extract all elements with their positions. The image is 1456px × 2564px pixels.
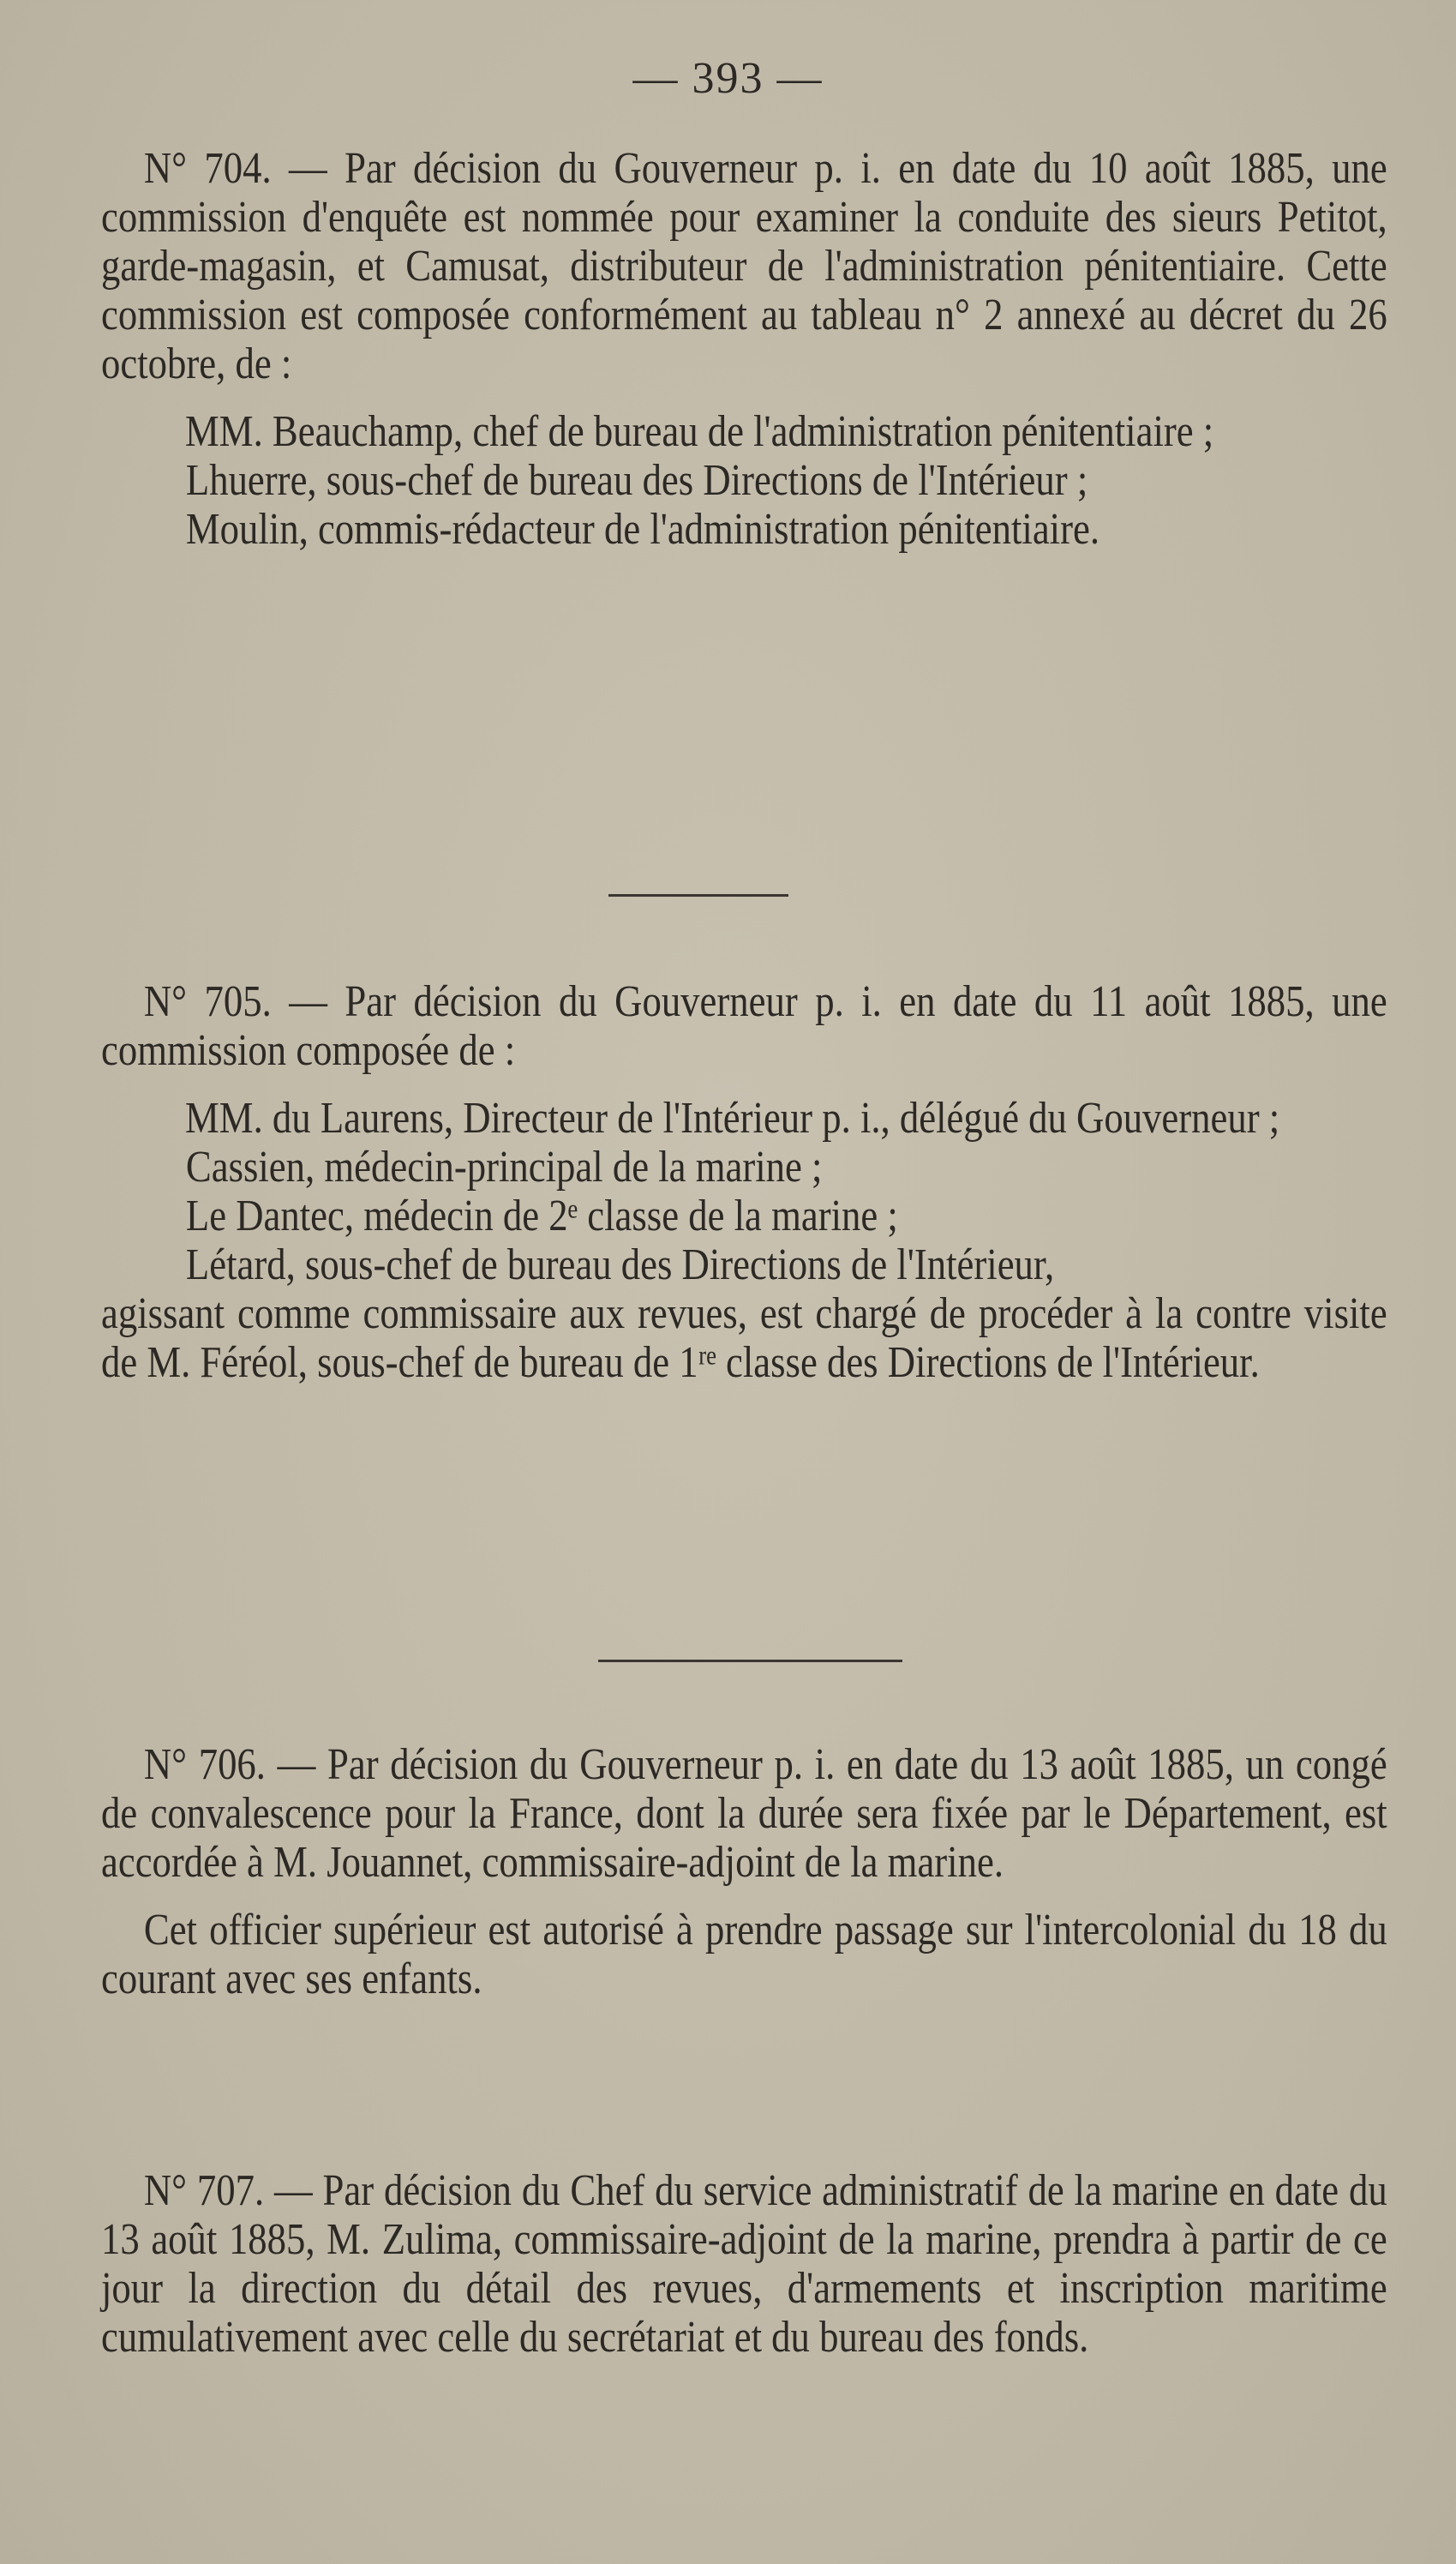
- section-divider: [608, 894, 788, 897]
- member-item: Moulin, commis-rédacteur de l'administration pénitentiaire.: [185, 505, 1100, 554]
- entry-706-second: Cet officier supérieur est autorisé à prendre passage sur l'intercolonial du 18 du courant avec ses enfants.: [101, 1906, 1387, 2003]
- member-item: MM. du Laurens, Directeur de l'Intérieur p. i., délégué du Gouverneur ;: [185, 1094, 1280, 1143]
- member-item: MM. Beauchamp, chef de bureau de l'administration pénitentiaire ;: [185, 407, 1214, 456]
- entry-705-tail: agissant comme commissaire aux revues, est chargé de procéder à la contre visite de M. Féréol, sous-chef de bureau de 1ʳᵉ classe des Directions de l'Intérieur.: [101, 1289, 1387, 1387]
- entry-705: [101, 977, 1387, 1387]
- entry-707: [101, 2166, 1387, 2362]
- member-item: Le Dantec, médecin de 2ᵉ classe de la marine ;: [185, 1192, 898, 1240]
- section-divider: [598, 1660, 902, 1662]
- entry-704-members: [101, 407, 1387, 554]
- entry-704-text: N° 704. — Par décision du Gouverneur p. i. en date du 10 août 1885, une commission d'enquête est nommée pour examiner la conduite des sieurs Petitot, garde-magasin, et Camusat, distributeur de l'administration pénitentiaire. Cette commission est composée conformément au tableau n° 2 annexé au décret du 26 octobre, de :: [101, 144, 1387, 388]
- entry-706: [101, 1740, 1387, 2003]
- entry-705-text: N° 705. — Par décision du Gouverneur p. i. en date du 11 août 1885, une commission composée de :: [101, 977, 1387, 1075]
- member-item: Létard, sous-chef de bureau des Directions de l'Intérieur,: [185, 1240, 1055, 1289]
- entry-705-members: [101, 1094, 1387, 1289]
- entry-707-text: N° 707. — Par décision du Chef du service administratif de la marine en date du 13 août 1885, M. Zulima, commissaire-adjoint de la marine, prendra à partir de ce jour la direction du détail des revues, d'armements et inscription maritime cumulativement avec celle du secrétariat et du bureau des fonds.: [101, 2166, 1387, 2362]
- entry-704: [101, 144, 1387, 554]
- entry-706-text: N° 706. — Par décision du Gouverneur p. i. en date du 13 août 1885, un congé de convalescence pour la France, dont la durée sera fixée par le Département, est accordée à M. Jouannet, commissaire-adjoint de la marine.: [101, 1740, 1387, 1887]
- page-number: — 393 —: [632, 54, 824, 103]
- member-item: Cassien, médecin-principal de la marine ;: [185, 1143, 823, 1192]
- member-item: Lhuerre, sous-chef de bureau des Directions de l'Intérieur ;: [185, 456, 1088, 505]
